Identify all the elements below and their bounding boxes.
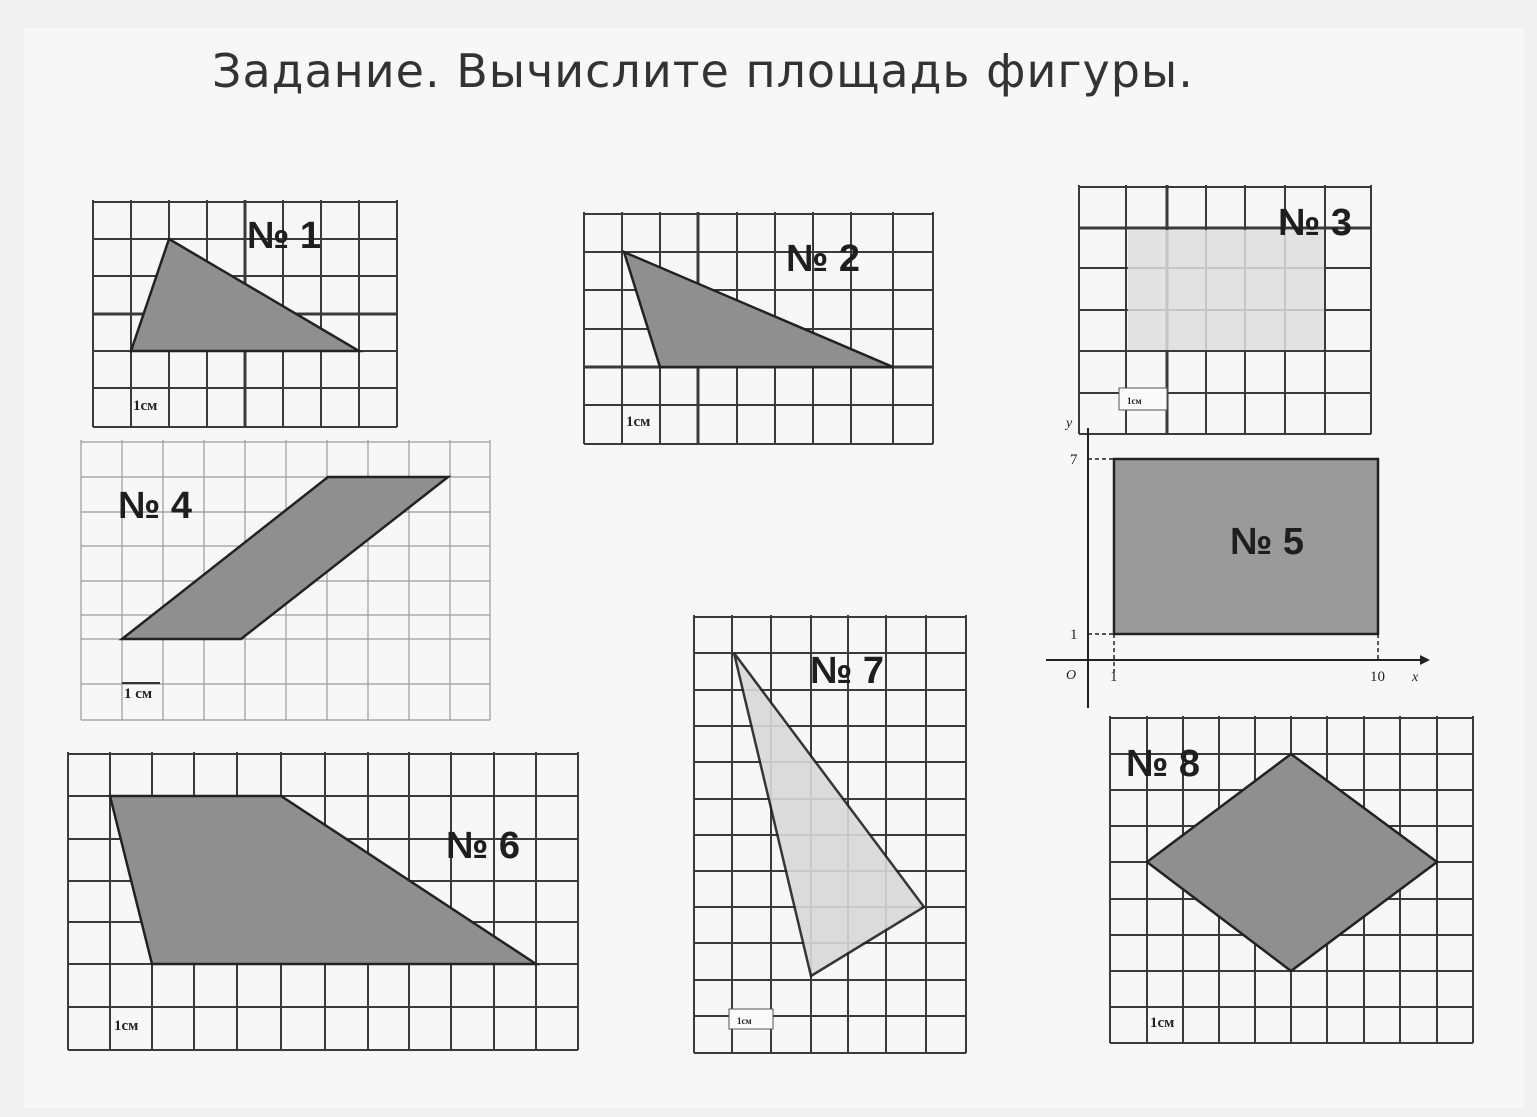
figure-7-unit: 1см: [737, 1016, 752, 1026]
figure-5-origin: O: [1066, 668, 1077, 683]
figure-6-label: № 6: [446, 825, 521, 867]
figure-5-y-tick-1: 1: [1070, 627, 1078, 643]
figure-5-x-arrow: [1420, 655, 1430, 665]
figure-6: [68, 752, 578, 1050]
figure-5: [1046, 416, 1430, 708]
figure-4-label: № 4: [118, 485, 193, 527]
figure-3: [1079, 185, 1371, 434]
figure-7-label: № 7: [810, 650, 885, 692]
figure-5-y-label: y: [1066, 416, 1073, 431]
figure-4: [81, 440, 490, 720]
figure-8-rhombus: [1147, 754, 1437, 971]
figure-5-x-label: x: [1412, 670, 1419, 685]
figure-6-unit: 1см: [114, 1018, 139, 1034]
figure-2: [584, 212, 933, 444]
figure-2-unit: 1см: [626, 414, 651, 430]
figure-8-unit: 1см: [1150, 1015, 1175, 1031]
figure-8: [1110, 716, 1473, 1043]
figure-3-label: № 3: [1278, 202, 1353, 244]
figure-3-rectangle: [1128, 230, 1324, 350]
figure-7-triangle: [734, 653, 924, 976]
figure-4-unit: 1 см: [124, 686, 153, 702]
page-title: Задание. Вычислите площадь фигуры.: [212, 44, 1194, 98]
figure-8-label: № 8: [1126, 743, 1201, 785]
figure-5-y-tick-7: 7: [1070, 452, 1078, 468]
figure-1: [93, 200, 397, 427]
figure-1-unit: 1см: [133, 398, 158, 414]
figure-2-label: № 2: [786, 238, 861, 280]
figure-3-unit: 1см: [1127, 396, 1142, 406]
figure-5-x-tick-1: 1: [1110, 669, 1118, 685]
figure-7: [694, 615, 966, 1053]
figure-1-label: № 1: [247, 215, 322, 257]
figure-5-label: № 5: [1230, 521, 1305, 563]
figure-5-x-tick-10: 10: [1370, 669, 1385, 685]
